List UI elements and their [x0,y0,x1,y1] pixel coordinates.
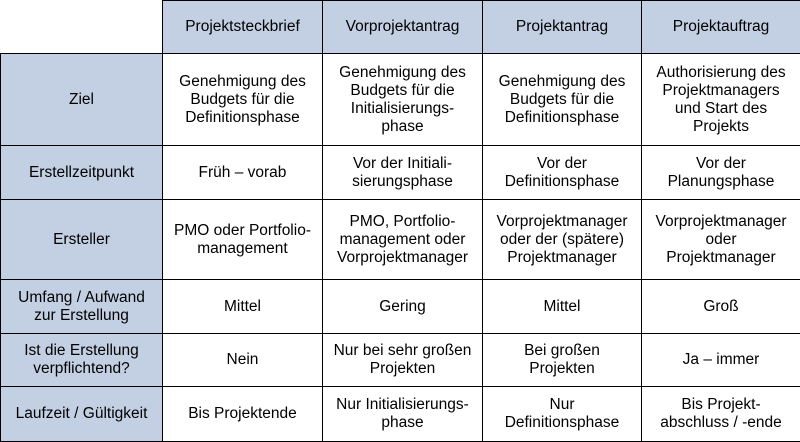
table-cell: Genehmigung des Budgets für die Definitionsphase [483,54,642,146]
table-cell: Vorprojektmanager oder Projektmanager [642,200,800,280]
table-row [1,387,800,442]
table-cell: Bei großen Projekten [483,334,642,387]
table-cell: Mittel [483,280,642,334]
table-row [1,54,800,146]
corner-cell [1,1,163,54]
row-header-laufzeit: Laufzeit / Gültigkeit [1,387,163,442]
table-cell: PMO, Portfolio- management oder Vorprojektmanager [323,200,483,280]
table-cell: Vor der Planungsphase [642,146,800,200]
row-header-erstellzeitpunkt: Erstellzeitpunkt [1,146,163,200]
column-header-projektauftrag: Projektauftrag [642,1,800,54]
table-cell: Nur Definitionsphase [483,387,642,442]
table-row [1,200,800,280]
row-header-ziel: Ziel [1,54,163,146]
table-cell: Bis Projekt- abschluss / -ende [642,387,800,442]
row-header-verpflichtend: Ist die Erstellung verpflichtend? [1,334,163,387]
table-row [1,146,800,200]
table-cell: Vor der Initiali- sierungsphase [323,146,483,200]
table-cell: PMO oder Portfolio- management [163,200,323,280]
table-cell: Gering [323,280,483,334]
table-cell: Nein [163,334,323,387]
table-cell: Genehmigung des Budgets für die Definitionsphase [163,54,323,146]
table-cell: Authorisierung des Projektmanagers und Start des Projekts [642,54,800,146]
table-cell: Vorprojektmanager oder der (spätere) Projektmanager [483,200,642,280]
table-cell: Ja – immer [642,334,800,387]
table-cell: Früh – vorab [163,146,323,200]
table-cell: Groß [642,280,800,334]
column-header-projektsteckbrief: Projektsteckbrief [163,1,323,54]
table-row [1,280,800,334]
table-cell: Nur bei sehr großen Projekten [323,334,483,387]
header-row [1,1,800,54]
column-header-vorprojektantrag: Vorprojektantrag [323,1,483,54]
column-header-projektantrag: Projektantrag [483,1,642,54]
table-row [1,334,800,387]
table-cell: Genehmigung des Budgets für die Initialisierungs- phase [323,54,483,146]
table-cell: Vor der Definitionsphase [483,146,642,200]
row-header-ersteller: Ersteller [1,200,163,280]
table-cell: Bis Projektende [163,387,323,442]
table-cell: Nur Initialisierungs- phase [323,387,483,442]
table-cell: Mittel [163,280,323,334]
row-header-umfang: Umfang / Aufwand zur Erstellung [1,280,163,334]
